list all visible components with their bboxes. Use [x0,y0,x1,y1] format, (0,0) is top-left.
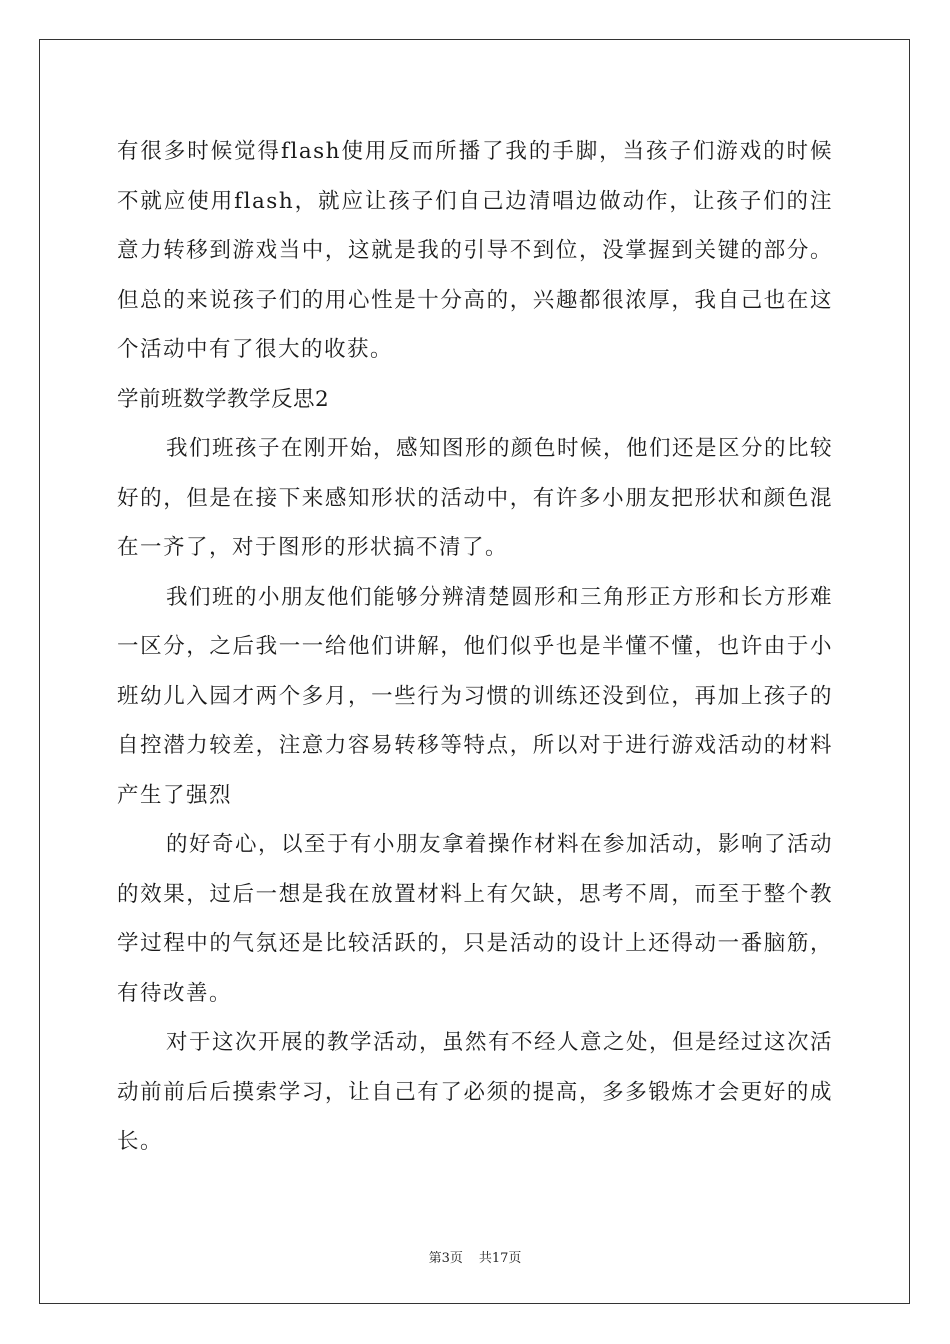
section-heading: 学前班数学教学反思2 [117,386,330,412]
paragraph: 对于这次开展的教学活动，虽然有不经人意之处，但是经过这次活动前前后后摸索学习，让自己有了必须的提高，多多锻炼才会更好的成长。 [117,1030,834,1154]
document-body [117,127,833,1167]
paragraph: 我们班的小朋友他们能够分辨清楚圆形和三角形正方形和长方形难一区分，之后我一一给他们讲解，他们似乎也是半懂不懂，也许由于小班幼儿入园才两个多月，一些行为习惯的训练还没到位，再加上孩子的自控潜力较差，注意力容易转移等特点，所以对于进行游戏活动的材料产生了强烈 [117,584,834,808]
paragraph-continued: 有很多时候觉得flash使用反而所播了我的手脚，当孩子们游戏的时候不就应使用flash，就应让孩子们自己边清唱边做动作，让孩子们的注意力转移到游戏当中，这就是我的引导不到位，没掌握到关键的部分。但总的来说孩子们的用心性是十分高的，兴趣都很浓厚，我自己也在这个活动中有了很大的收获。 [117,139,833,362]
paragraph: 我们班孩子在刚开始，感知图形的颜色时候，他们还是区分的比较好的，但是在接下来感知形状的活动中，有许多小朋友把形状和颜色混在一齐了，对于图形的形状搞不清了。 [117,436,834,560]
page-footer [0,1247,950,1266]
page-number: 第3页 [428,1251,463,1266]
paragraph: 的好奇心，以至于有小朋友拿着操作材料在参加活动，影响了活动的效果，过后一想是我在放置材料上有欠缺，思考不周，而至于整个教学过程中的气氛还是比较活跃的，只是活动的设计上还得动一番脑筋，有待改善。 [117,832,834,1006]
page-total: 共17页 [478,1251,522,1266]
